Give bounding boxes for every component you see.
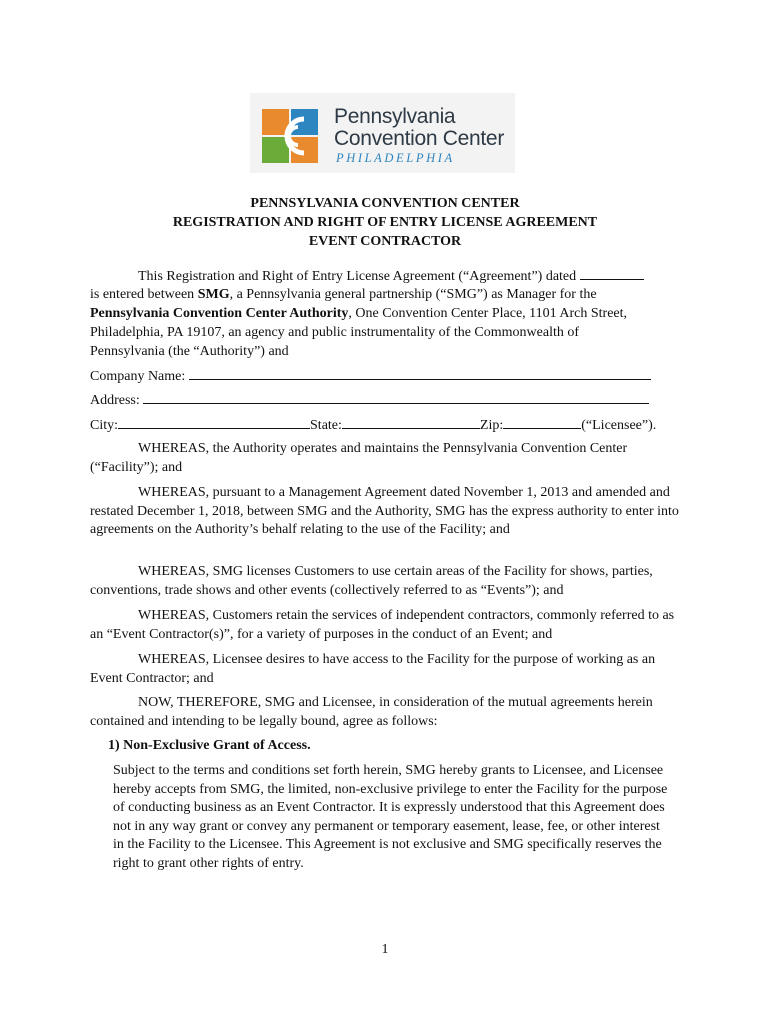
zip-label: Zip: [479,418,504,433]
page-number: 1 [381,942,389,957]
intro-text-b: is entered between [90,287,198,302]
logo-text-pennsylvania: Pennsylvania [334,105,456,128]
city-state-zip-row [90,415,656,434]
intro-line-4: Philadelphia, PA 19107, an agency and public instrumentality of the Commonwealth of [90,325,580,340]
now-therefore: NOW, THEREFORE, SMG and Licensee, in consideration of the mutual agreements herein contained and intending to be legally bound, agree as follows: [90,695,653,729]
date-blank[interactable] [580,266,644,280]
company-name-row [90,366,651,385]
state-field[interactable] [342,415,480,429]
zip-field[interactable] [503,415,581,429]
intro-smg: SMG [197,287,230,302]
whereas-5: WHEREAS, Licensee desires to have access to the Facility for the purpose of working as an Event Contractor; and [90,652,656,686]
intro-text-d: , One Convention Center Place, 1101 Arch Street, [348,306,628,321]
intro-line-5: Pennsylvania (the “Authority”) and [90,344,289,359]
company-name-field[interactable] [189,366,651,380]
intro-line-1 [138,266,644,286]
intro-text-c: , a Pennsylvania general partnership (“SMG”) as Manager for the [229,287,597,302]
whereas-2: WHEREAS, pursuant to a Management Agreement dated November 1, 2013 and amended and restated December 1, 2018, between SMG and the Authority, SMG has the express authority to enter into agreements on the Authority’s behalf relating to the use of the Facility; and [90,485,679,537]
section-1-heading: 1) Non-Exclusive Grant of Access. [108,738,311,753]
title-line-2: REGISTRATION AND RIGHT OF ENTRY LICENSE AGREEMENT [172,215,598,230]
address-label: Address: [90,393,140,408]
intro-line-3 [90,304,627,323]
licensee-label: (“Licensee”). [581,418,657,433]
title-line-3: EVENT CONTRACTOR [308,234,462,249]
whereas-3: WHEREAS, SMG licenses Customers to use certain areas of the Facility for shows, parties, conventions, trade shows and other events (collectively referred to as “Events”); and [90,564,653,598]
title-line-1: PENNSYLVANIA CONVENTION CENTER [250,196,520,211]
address-row [90,390,649,409]
whereas-1: WHEREAS, the Authority operates and maintains the Pennsylvania Convention Center (“Facility”); and [90,441,628,475]
intro-text-a: This Registration and Right of Entry License Agreement (“Agreement”) dated [138,269,580,284]
city-field[interactable] [118,415,310,429]
pcc-logo-mark-icon [262,109,318,163]
whereas-4: WHEREAS, Customers retain the services of independent contractors, commonly referred to as an “Event Contractor(s)”, for a variety of purposes in the conduct of an Event; and [90,608,675,642]
intro-line-2 [90,285,597,304]
section-1-body: Subject to the terms and conditions set forth herein, SMG hereby grants to Licensee, and Licensee hereby accepts from SMG, the limited, non-exclusive privilege to enter the Facility for the purpose of conducting business as an Event Contractor. It is expressly understood that this Agreement does not in any way grant or convey any permanent or temporary easement, lease, fee, or other interest in the Facility to the Licensee. This Agreement is not exclusive and SMG specifically reserves the right to grant other rights of entry. [113,763,668,871]
city-label: City: [90,418,119,433]
logo-text-philadelphia: PHILADELPHIA [336,151,455,165]
intro-authority: Pennsylvania Convention Center Authority [90,306,349,321]
address-field[interactable] [143,390,649,404]
logo-text-convention-center: Convention Center [334,127,505,150]
state-label: State: [310,418,342,433]
pcc-logo [250,93,515,173]
company-name-label: Company Name: [90,369,186,384]
